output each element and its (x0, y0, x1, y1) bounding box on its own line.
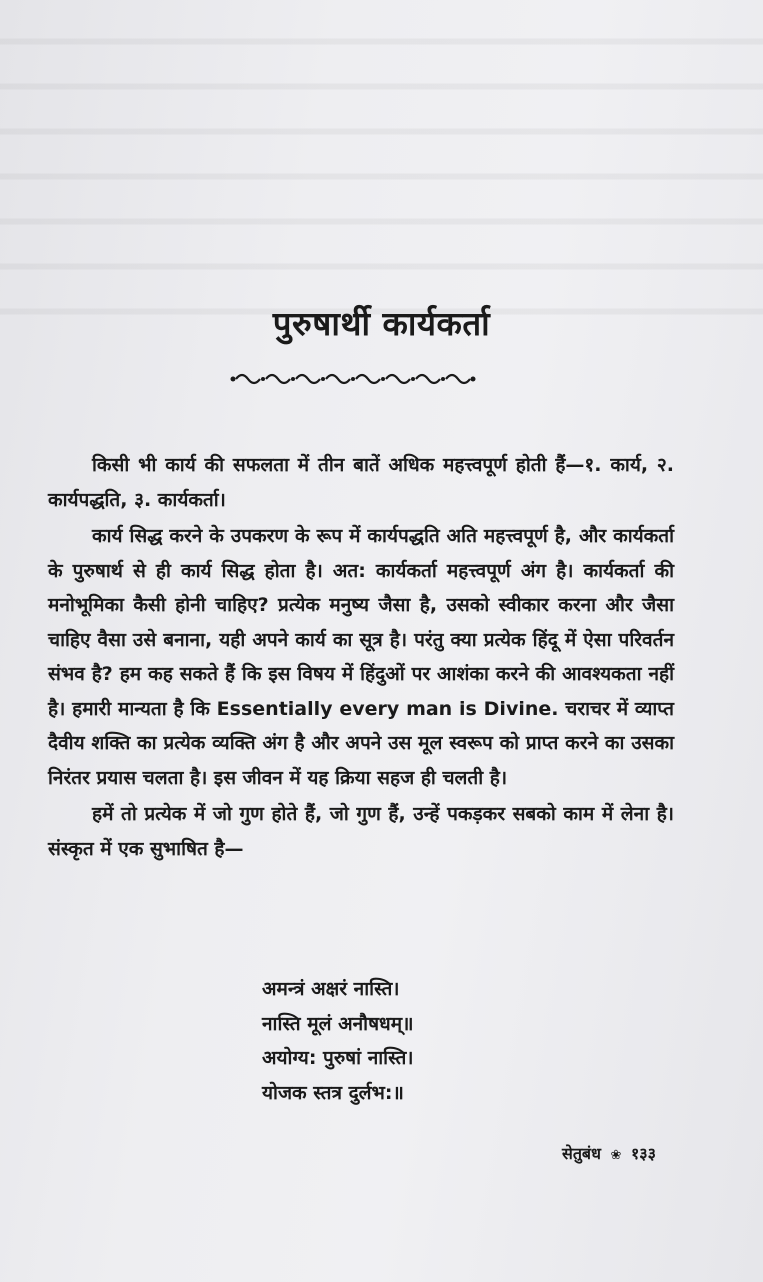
ornament-divider (228, 368, 478, 390)
verse-line: अयोग्य: पुरुषां नास्ति। (262, 1047, 414, 1069)
chapter-title: पुरुषार्थी कार्यकर्ता (272, 304, 491, 343)
page-number: १३३ (630, 1144, 656, 1163)
verse-line: नास्ति मूलं अनौषधम्॥ (262, 1012, 414, 1035)
flower-separator-icon: ❀ (610, 1148, 622, 1163)
verse-line: अमन्त्रं अक्षरं नास्ति। (262, 978, 400, 1000)
paragraph-3: हमें तो प्रत्येक में जो गुण होते हैं, जो गुण हैं, उन्हें पकड़कर सबको काम में लेना है। संस्कृत में एक सुभाषित है— (48, 803, 674, 860)
verse-line: योजक स्तत्र दुर्लभ:॥ (262, 1081, 404, 1104)
page-footer (562, 1142, 656, 1164)
bleed-through-text (0, 0, 763, 320)
sanskrit-verse (262, 972, 414, 1110)
body-text (48, 448, 674, 868)
paragraph-2: कार्य सिद्ध करने के उपकरण के रूप में कार्यपद्धति अति महत्त्वपूर्ण है, और कार्यकर्ता के पुरुषार्थ से ही कार्य सिद्ध होता है। अत: कार्यकर्ता महत्त्वपूर्ण अंग है। कार्यकर्ता की मनोभूमिका कैसी होनी चाहिए? प्रत्येक मनुष्य जैसा है, उसको स्वीकार करना और जैसा चाहिए वैसा उसे बनाना, यही अपने कार्य का सूत्र है। परंतु क्या प्रत्येक हिंदू में ऐसा परिवर्तन संभव है? हम कह सकते हैं कि इस विषय में हिंदुओं पर आशंका करने की आवश्यकता नहीं है। हमारी मान्यता है कि Essentially every man is Divine. चराचर में व्याप्त दैवीय शक्ति का प्रत्येक व्यक्ति अंग है और अपने उस मूल स्वरूप को प्राप्त करने का उसका निरंतर प्रयास चलता है। इस जीवन में यह क्रिया सहज ही चलती है। (48, 525, 674, 789)
paragraph-1: किसी भी कार्य की सफलता में तीन बातें अधिक महत्त्वपूर्ण होती हैं—१. कार्य, २. कार्यपद्धति, ३. कार्यकर्ता। (48, 454, 674, 511)
book-name: सेतुबंध (562, 1144, 601, 1163)
